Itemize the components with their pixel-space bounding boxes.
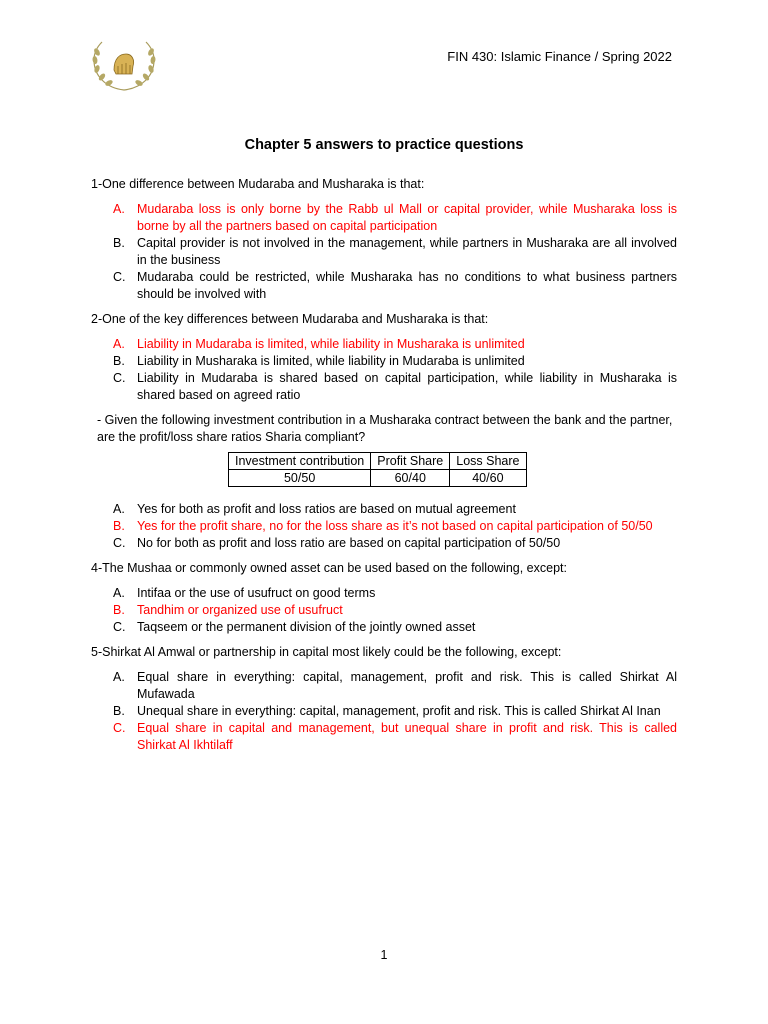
question-2: 2-One of the key differences between Mudaraba and Musharaka is that: [91, 312, 489, 326]
option-a: A. Equal share in everything: capital, management, profit and risk. This is called Shirkat Al Mufawada [113, 670, 677, 701]
question-4-options [91, 585, 677, 636]
table-row [229, 470, 527, 487]
table-header-cell: Profit Share [371, 453, 450, 470]
option-a-correct: A. Liability in Mudaraba is limited, while liability in Musharaka is unlimited [113, 337, 525, 351]
option-b: B. Liability in Musharaka is limited, while liability in Mudaraba is unlimited [113, 354, 525, 368]
option-c: C. Mudaraba could be restricted, while Musharaka has no conditions to what business partners should be involved with [113, 270, 677, 301]
table-header-cell: Investment contribution [229, 453, 371, 470]
table-cell: 50/50 [229, 470, 371, 487]
table-cell: 40/60 [450, 470, 526, 487]
table-cell: 60/40 [371, 470, 450, 487]
option-b-correct: B. Yes for the profit share, no for the loss share as it’s not based on capital participation of 50/50 [113, 519, 653, 533]
option-c: C. No for both as profit and loss ratio are based on capital participation of 50/50 [113, 536, 561, 550]
option-c: C. Taqseem or the permanent division of the jointly owned asset [113, 620, 476, 634]
option-a: A. Intifaa or the use of usufruct on good terms [113, 586, 376, 600]
university-logo-icon [88, 38, 160, 94]
question-5: 5-Shirkat Al Amwal or partnership in capital most likely could be the following, except: [91, 645, 562, 659]
option-b: B. Capital provider is not involved in the management, while partners in Musharaka are all involved in the business [113, 236, 677, 267]
option-b-correct: B. Tandhim or organized use of usufruct [113, 603, 343, 617]
course-header: FIN 430: Islamic Finance / Spring 2022 [447, 49, 672, 64]
option-a: A. Yes for both as profit and loss ratios are based on mutual agreement [113, 502, 516, 516]
question-2-options [91, 336, 677, 404]
question-1-options [91, 201, 677, 303]
table-header-row [229, 453, 527, 470]
table-header-cell: Loss Share [450, 453, 526, 470]
question-5-options [91, 669, 677, 754]
option-b: B. Unequal share in everything: capital, management, profit and risk. This is called Shirkat Al Inan [113, 704, 661, 718]
question-3-options [91, 501, 677, 552]
option-c-correct: C. Equal share in capital and management, but unequal share in profit and risk. This is called Shirkat Al Ikhtilaff [113, 721, 677, 752]
question-1: 1-One difference between Mudaraba and Musharaka is that: [91, 177, 425, 191]
contribution-table [228, 452, 527, 487]
page-number: 1 [380, 948, 388, 962]
document-body [91, 176, 677, 762]
question-3: - Given the following investment contribution in a Musharaka contract between the bank and the partner, are the profit/loss share ratios Sharia compliant? [97, 413, 673, 444]
option-a-correct: A. Mudaraba loss is only borne by the Rabb ul Mall or capital provider, while Musharaka loss is borne by all the partners based on capital participation [113, 202, 677, 233]
page-title: Chapter 5 answers to practice questions [244, 137, 524, 153]
question-4: 4-The Mushaa or commonly owned asset can be used based on the following, except: [91, 561, 567, 575]
option-c: C. Liability in Mudaraba is shared based on capital participation, while liability in Musharaka is shared based on agreed ratio [113, 371, 677, 402]
